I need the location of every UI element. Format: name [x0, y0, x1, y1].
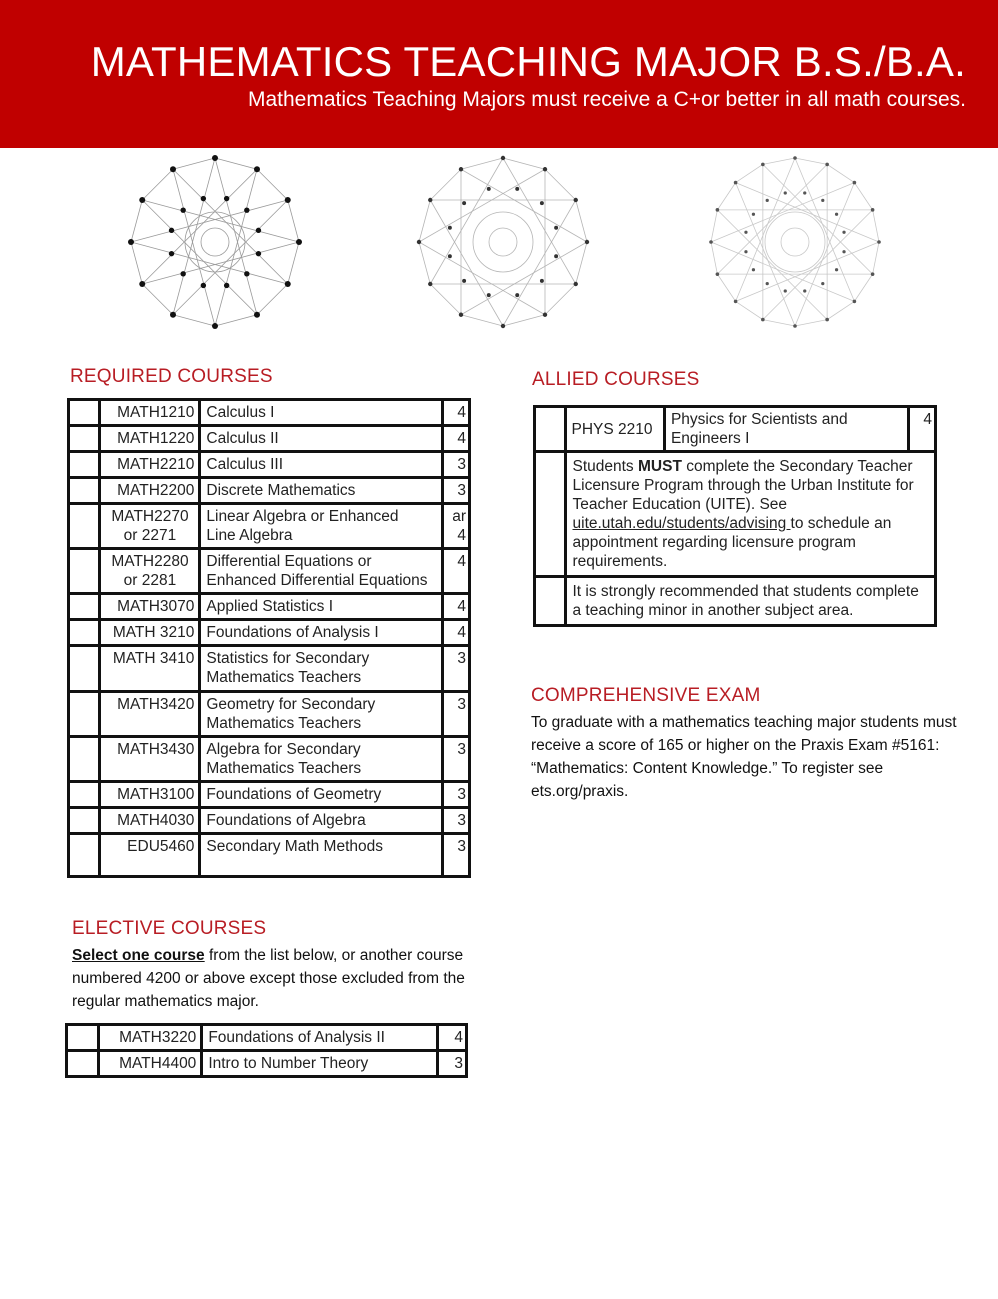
row-marker — [69, 426, 100, 452]
elective-intro-text: from the list below, or another course numbered 4200 or above except those excluded from the regular mathematics major. — [72, 947, 465, 1010]
course-credits: 3 — [443, 782, 470, 808]
table-row — [535, 577, 936, 626]
star-lines — [131, 158, 299, 326]
course-credits: 4 — [443, 620, 470, 646]
row-marker — [69, 504, 100, 549]
table-row — [69, 834, 470, 877]
note-text: complete the Secondary Teacher Licensure Program through the Urban Institute for Teacher Education (UITE). See — [572, 458, 914, 513]
required-courses-heading: REQUIRED COURSES — [70, 366, 273, 387]
row-marker — [69, 620, 100, 646]
table-row — [69, 478, 470, 504]
course-name: Calculus II — [200, 426, 443, 452]
course-code: MATH4030 — [99, 808, 200, 834]
geometric-illustration-1 — [120, 150, 310, 335]
table-row — [67, 1025, 467, 1051]
course-credits: 4 — [443, 426, 470, 452]
course-code: MATH3430 — [99, 737, 200, 782]
course-name: Applied Statistics I — [200, 594, 443, 620]
table-row — [69, 808, 470, 834]
comprehensive-exam-heading: COMPREHENSIVE EXAM — [531, 685, 761, 706]
course-credits: 3 — [443, 646, 470, 692]
course-code: PHYS 2210 — [565, 407, 664, 452]
course-code: MATH3420 — [99, 692, 200, 737]
table-row — [69, 426, 470, 452]
table-row — [69, 400, 470, 426]
note-text: to schedule an appointment regarding licensure program requirements. — [572, 515, 892, 570]
row-marker — [69, 692, 100, 737]
course-credits: 3 — [443, 692, 470, 737]
table-row — [535, 452, 936, 577]
course-name: Secondary Math Methods — [200, 834, 443, 877]
row-marker — [67, 1051, 99, 1077]
geometric-illustration-3 — [700, 150, 890, 335]
course-name: Foundations of Algebra — [200, 808, 443, 834]
table-row — [69, 452, 470, 478]
star-dots — [709, 156, 881, 328]
table-row — [535, 407, 936, 452]
course-name: Statistics for Secondary Mathematics Teachers — [200, 646, 443, 692]
row-marker — [69, 808, 100, 834]
course-name: Calculus III — [200, 452, 443, 478]
course-code: MATH3070 — [99, 594, 200, 620]
course-name: Geometry for Secondary Mathematics Teachers — [200, 692, 443, 737]
note-emphasis: MUST — [638, 458, 682, 475]
table-row — [69, 620, 470, 646]
course-name: Intro to Number Theory — [202, 1051, 438, 1077]
table-row — [69, 692, 470, 737]
table-row — [69, 504, 470, 549]
course-credits: 3 — [443, 808, 470, 834]
uite-advising-link[interactable]: uite.utah.edu/students/advising — [572, 515, 791, 532]
table-row — [69, 737, 470, 782]
course-credits: 4 — [909, 407, 936, 452]
table-row — [69, 549, 470, 594]
table-row — [69, 646, 470, 692]
row-marker — [69, 782, 100, 808]
table-row — [69, 782, 470, 808]
course-code: MATH 3410 — [99, 646, 200, 692]
course-name: Physics for Scientists and Engineers I — [664, 407, 908, 452]
course-code: MATH2210 — [99, 452, 200, 478]
row-marker — [69, 834, 100, 877]
elective-intro — [72, 944, 497, 1013]
course-credits: 4 — [438, 1025, 467, 1051]
course-credits: 3 — [438, 1051, 467, 1077]
row-marker — [69, 646, 100, 692]
course-name: Linear Algebra or Enhanced Line Algebra — [200, 504, 443, 549]
table-row — [67, 1051, 467, 1077]
allied-courses-table — [533, 405, 937, 627]
geometric-illustration-2 — [408, 150, 598, 335]
course-credits: 4 — [443, 549, 470, 594]
row-marker — [69, 549, 100, 594]
star-dots — [128, 155, 302, 329]
course-code: MATH1220 — [99, 426, 200, 452]
page-header — [0, 0, 998, 148]
row-marker — [69, 400, 100, 426]
course-name: Algebra for Secondary Mathematics Teachers — [200, 737, 443, 782]
row-marker — [69, 594, 100, 620]
required-courses-table — [67, 398, 471, 878]
course-code: MATH 3210 — [99, 620, 200, 646]
row-marker — [69, 737, 100, 782]
row-marker — [535, 407, 566, 452]
course-credits: 4 — [443, 400, 470, 426]
course-credits: 3 — [443, 834, 470, 877]
course-code: MATH4400 — [98, 1051, 202, 1077]
note-text: Students — [572, 458, 638, 475]
table-row — [69, 594, 470, 620]
course-code: MATH3220 — [98, 1025, 202, 1051]
course-credits: 3 — [443, 737, 470, 782]
elective-courses-heading: ELECTIVE COURSES — [72, 918, 267, 939]
minor-recommendation-note: It is strongly recommended that students complete a teaching minor in another subject area. — [565, 577, 936, 626]
row-marker — [535, 452, 566, 577]
elective-courses-table — [65, 1023, 468, 1078]
row-marker — [69, 452, 100, 478]
course-code: MATH2200 — [99, 478, 200, 504]
course-code: MATH1210 — [99, 400, 200, 426]
allied-courses-heading: ALLIED COURSES — [532, 369, 700, 390]
course-name: Foundations of Analysis I — [200, 620, 443, 646]
course-name: Calculus I — [200, 400, 443, 426]
course-name: Foundations of Geometry — [200, 782, 443, 808]
course-code: MATH3100 — [99, 782, 200, 808]
page-subtitle: Mathematics Teaching Majors must receive a C+or better in all math courses. — [248, 88, 966, 111]
elective-intro-emphasis: Select one course — [72, 947, 205, 964]
course-code: MATH2280 or 2281 — [99, 549, 200, 594]
licensure-note — [565, 452, 936, 577]
course-credits: 3 — [443, 478, 470, 504]
course-code: EDU5460 — [99, 834, 200, 877]
course-code: MATH2270 or 2271 — [99, 504, 200, 549]
star-dots — [417, 156, 589, 328]
course-credits: 3 — [443, 452, 470, 478]
course-name: Foundations of Analysis II — [202, 1025, 438, 1051]
row-marker — [69, 478, 100, 504]
course-credits: ar 4 — [443, 504, 470, 549]
row-marker — [67, 1025, 99, 1051]
course-credits: 4 — [443, 594, 470, 620]
comprehensive-exam-text: To graduate with a mathematics teaching major students must receive a score of 165 or higher on the Praxis Exam #5161: “Mathematics: Content Knowledge.” To register see ets.org/praxis. — [531, 714, 957, 800]
course-name: Discrete Mathematics — [200, 478, 443, 504]
row-marker — [535, 577, 566, 626]
star-lines — [419, 158, 587, 326]
course-name: Differential Equations or Enhanced Differential Equations — [200, 549, 443, 594]
page-title: MATHEMATICS TEACHING MAJOR B.S./B.A. — [90, 38, 966, 85]
